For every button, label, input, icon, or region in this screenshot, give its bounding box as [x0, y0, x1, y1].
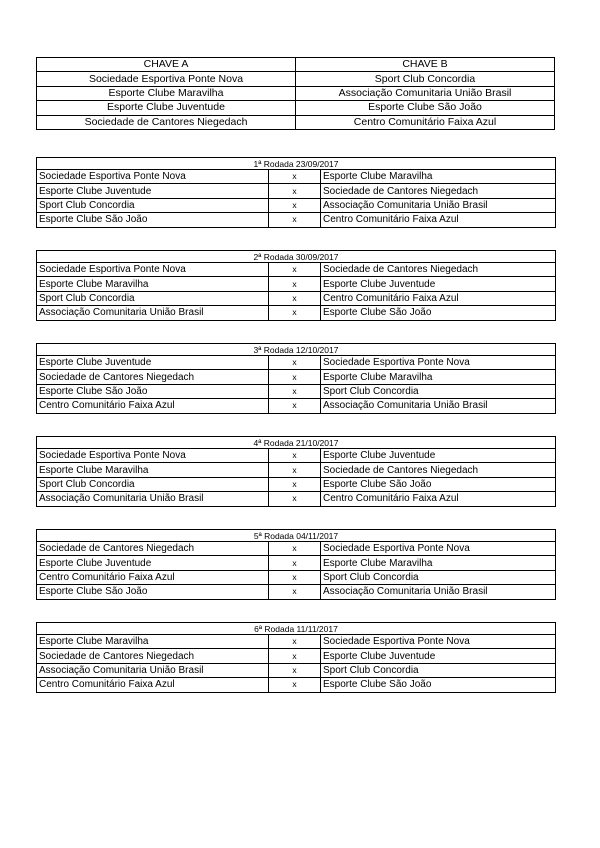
- match-row: [37, 463, 556, 477]
- match-row: [37, 198, 556, 212]
- away-team: Esporte Clube Maravilha: [321, 556, 556, 570]
- versus-mark: x: [269, 184, 321, 198]
- match-row: [37, 306, 556, 320]
- away-team: Sociedade de Cantores Niegedach: [321, 463, 556, 477]
- home-team: Associação Comunitaria União Brasil: [37, 663, 269, 677]
- versus-mark: x: [269, 384, 321, 398]
- versus-mark: x: [269, 306, 321, 320]
- versus-mark: x: [269, 635, 321, 649]
- away-team: Associação Comunitaria União Brasil: [321, 399, 556, 413]
- chave-a-team: Sociedade de Cantores Niegedach: [37, 115, 296, 129]
- chave-b-team: Associação Comunitaria União Brasil: [296, 86, 555, 100]
- round-table: [36, 157, 556, 228]
- home-team: Esporte Clube São João: [37, 213, 269, 227]
- away-team: Esporte Clube Juventude: [321, 277, 556, 291]
- round-table: [36, 622, 556, 693]
- away-team: Centro Comunitário Faixa Azul: [321, 213, 556, 227]
- versus-mark: x: [269, 678, 321, 692]
- away-team: Sport Club Concordia: [321, 570, 556, 584]
- versus-mark: x: [269, 198, 321, 212]
- match-row: [37, 277, 556, 291]
- versus-mark: x: [269, 449, 321, 463]
- match-row: [37, 399, 556, 413]
- chave-b-title: CHAVE B: [296, 58, 555, 72]
- away-team: Sociedade Esportiva Ponte Nova: [321, 542, 556, 556]
- away-team: Sport Club Concordia: [321, 663, 556, 677]
- away-team: Esporte Clube Juventude: [321, 649, 556, 663]
- home-team: Sport Club Concordia: [37, 477, 269, 491]
- versus-mark: x: [269, 356, 321, 370]
- versus-mark: x: [269, 570, 321, 584]
- versus-mark: x: [269, 492, 321, 506]
- chave-b-team: Esporte Clube São João: [296, 101, 555, 115]
- chave-b-team: Sport Club Concordia: [296, 72, 555, 86]
- match-row: [37, 356, 556, 370]
- versus-mark: x: [269, 663, 321, 677]
- away-team: Sociedade de Cantores Niegedach: [321, 184, 556, 198]
- home-team: Sociedade de Cantores Niegedach: [37, 649, 269, 663]
- match-row: [37, 585, 556, 599]
- home-team: Sport Club Concordia: [37, 198, 269, 212]
- home-team: Associação Comunitaria União Brasil: [37, 492, 269, 506]
- match-row: [37, 370, 556, 384]
- match-row: [37, 449, 556, 463]
- match-row: [37, 213, 556, 227]
- home-team: Esporte Clube Maravilha: [37, 635, 269, 649]
- away-team: Esporte Clube Maravilha: [321, 170, 556, 184]
- chave-b-team: Centro Comunitário Faixa Azul: [296, 115, 555, 129]
- match-row: [37, 384, 556, 398]
- home-team: Centro Comunitário Faixa Azul: [37, 399, 269, 413]
- round-title: 5ª Rodada 04/11/2017: [37, 530, 556, 542]
- home-team: Esporte Clube São João: [37, 384, 269, 398]
- match-row: [37, 635, 556, 649]
- away-team: Associação Comunitaria União Brasil: [321, 585, 556, 599]
- away-team: Esporte Clube São João: [321, 306, 556, 320]
- versus-mark: x: [269, 649, 321, 663]
- home-team: Esporte Clube Juventude: [37, 184, 269, 198]
- round-title: 3ª Rodada 12/10/2017: [37, 344, 556, 356]
- home-team: Sociedade Esportiva Ponte Nova: [37, 449, 269, 463]
- away-team: Sport Club Concordia: [321, 384, 556, 398]
- match-row: [37, 556, 556, 570]
- match-row: [37, 542, 556, 556]
- away-team: Sociedade de Cantores Niegedach: [321, 263, 556, 277]
- match-row: [37, 492, 556, 506]
- match-row: [37, 678, 556, 692]
- away-team: Centro Comunitário Faixa Azul: [321, 291, 556, 305]
- home-team: Esporte Clube Juventude: [37, 356, 269, 370]
- match-row: [37, 170, 556, 184]
- match-row: [37, 184, 556, 198]
- match-row: [37, 263, 556, 277]
- home-team: Esporte Clube Maravilha: [37, 277, 269, 291]
- versus-mark: x: [269, 291, 321, 305]
- away-team: Esporte Clube São João: [321, 678, 556, 692]
- match-row: [37, 649, 556, 663]
- round-title: 1ª Rodada 23/09/2017: [37, 158, 556, 170]
- home-team: Centro Comunitário Faixa Azul: [37, 678, 269, 692]
- home-team: Sociedade Esportiva Ponte Nova: [37, 263, 269, 277]
- away-team: Associação Comunitaria União Brasil: [321, 198, 556, 212]
- away-team: Sociedade Esportiva Ponte Nova: [321, 356, 556, 370]
- versus-mark: x: [269, 170, 321, 184]
- home-team: Sociedade de Cantores Niegedach: [37, 370, 269, 384]
- versus-mark: x: [269, 263, 321, 277]
- versus-mark: x: [269, 542, 321, 556]
- round-table: [36, 529, 556, 600]
- versus-mark: x: [269, 213, 321, 227]
- chave-a-title: CHAVE A: [37, 58, 296, 72]
- match-row: [37, 477, 556, 491]
- away-team: Centro Comunitário Faixa Azul: [321, 492, 556, 506]
- versus-mark: x: [269, 399, 321, 413]
- home-team: Sociedade Esportiva Ponte Nova: [37, 170, 269, 184]
- round-title: 4ª Rodada 21/10/2017: [37, 437, 556, 449]
- round-title: 2ª Rodada 30/09/2017: [37, 251, 556, 263]
- versus-mark: x: [269, 370, 321, 384]
- home-team: Sport Club Concordia: [37, 291, 269, 305]
- chave-a-team: Esporte Clube Juventude: [37, 101, 296, 115]
- chave-a-team: Esporte Clube Maravilha: [37, 86, 296, 100]
- versus-mark: x: [269, 463, 321, 477]
- home-team: Esporte Clube São João: [37, 585, 269, 599]
- round-table: [36, 343, 556, 414]
- away-team: Esporte Clube Juventude: [321, 449, 556, 463]
- home-team: Esporte Clube Maravilha: [37, 463, 269, 477]
- chave-a-team: Sociedade Esportiva Ponte Nova: [37, 72, 296, 86]
- match-row: [37, 663, 556, 677]
- away-team: Esporte Clube Maravilha: [321, 370, 556, 384]
- versus-mark: x: [269, 477, 321, 491]
- match-row: [37, 291, 556, 305]
- home-team: Centro Comunitário Faixa Azul: [37, 570, 269, 584]
- home-team: Sociedade de Cantores Niegedach: [37, 542, 269, 556]
- versus-mark: x: [269, 585, 321, 599]
- versus-mark: x: [269, 556, 321, 570]
- match-row: [37, 570, 556, 584]
- round-table: [36, 436, 556, 507]
- home-team: Esporte Clube Juventude: [37, 556, 269, 570]
- keys-table: [36, 57, 555, 130]
- versus-mark: x: [269, 277, 321, 291]
- away-team: Sociedade Esportiva Ponte Nova: [321, 635, 556, 649]
- round-title: 6ª Rodada 11/11/2017: [37, 623, 556, 635]
- home-team: Associação Comunitaria União Brasil: [37, 306, 269, 320]
- round-table: [36, 250, 556, 321]
- away-team: Esporte Clube São João: [321, 477, 556, 491]
